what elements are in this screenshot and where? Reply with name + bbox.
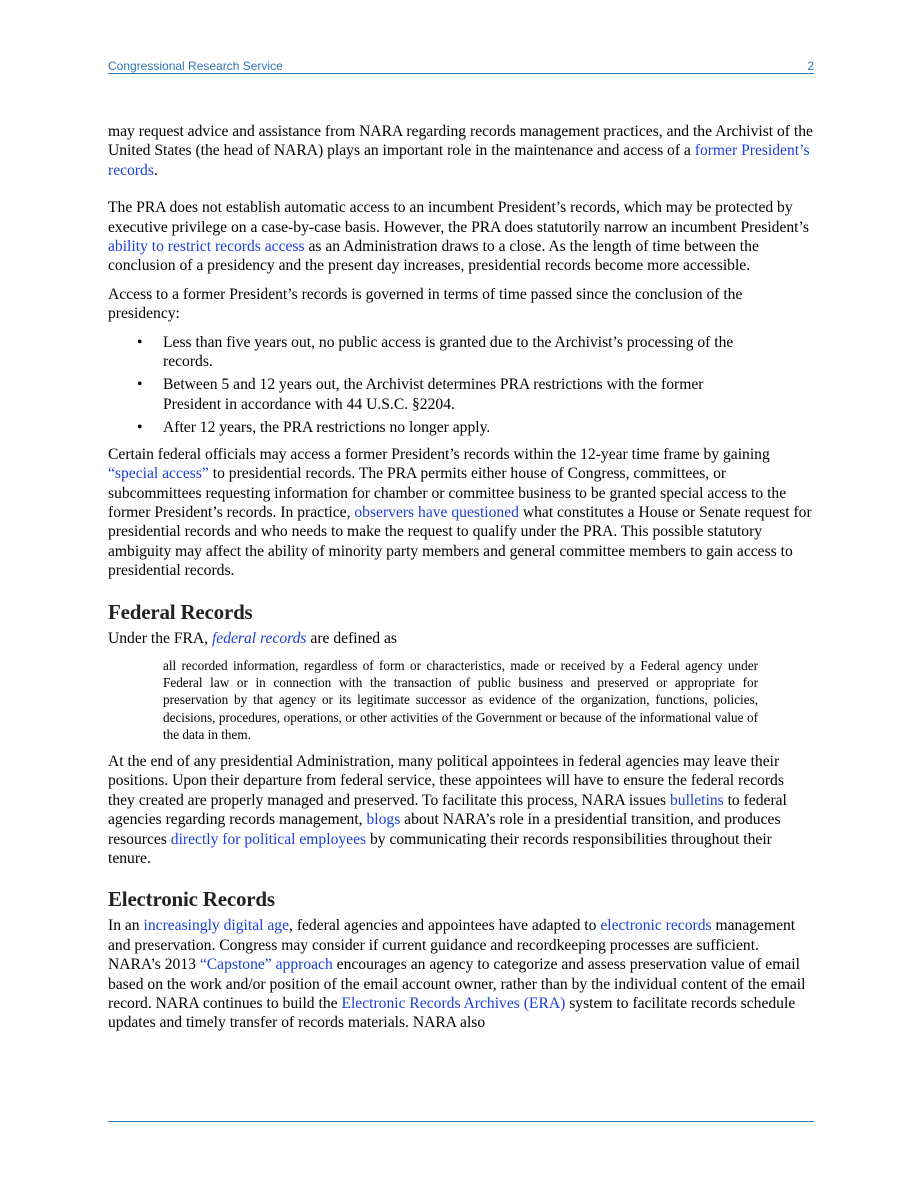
- paragraph: [108, 752, 814, 868]
- page-header: [108, 56, 814, 74]
- list-item-text: After 12 years, the PRA restrictions no longer apply.: [163, 419, 491, 437]
- paragraph-text: In an: [108, 917, 144, 935]
- paragraph: [108, 916, 814, 1032]
- link-federal-records[interactable]: federal records: [211, 629, 307, 647]
- list-item: [108, 418, 763, 437]
- list-item-text: Less than five years out, no public access is granted due to the Archivist’s processing of the records.: [163, 333, 734, 371]
- paragraph: [108, 198, 814, 276]
- bullet-icon: •: [137, 376, 143, 394]
- paragraph-text: are defined as: [306, 629, 397, 647]
- paragraph-text: to presidential records. The PRA permits either house of Congress, committees, or subcommittees requesting information for chamber or committee business to be granted special access to the former President’s records. In practice,: [108, 465, 787, 521]
- link-capstone-approach[interactable]: “Capstone” approach: [199, 956, 333, 974]
- list-item: [108, 333, 763, 372]
- paragraph: [108, 629, 814, 648]
- paragraph-text: as an Administration draws to a close. As the length of time between the conclusion of a presidency and the present day increases, presidential records become more accessible.: [108, 238, 759, 275]
- list-item: [108, 375, 763, 414]
- paragraph: [108, 445, 814, 581]
- block-quote: all recorded information, regardless of form or characteristics, made or received by a Federal agency under Federal law or in connection with the transaction of public business and preserved or appropriate for preservation by that agency or its legitimate successor as evidence of the organization, functions, policies, decisions, procedures, operations, or other activities of the Government or because of the informational value of the data in them.: [163, 657, 758, 742]
- link-special-access[interactable]: “special access”: [108, 465, 209, 483]
- bullet-icon: •: [137, 419, 143, 437]
- paragraph-text: by communicating their records responsibilities throughout their tenure.: [108, 830, 772, 867]
- paragraph-text: Under the FRA,: [108, 629, 212, 647]
- link-observers-have-questioned[interactable]: observers have questioned: [354, 503, 519, 521]
- paragraph-text: encourages an agency to categorize and assess preservation value of email based on the work and/or position of the email account owner, rather than by the individual content of the email record. NARA continues to build the: [108, 956, 806, 1013]
- footer-rule: [108, 1121, 814, 1122]
- paragraph-text: to federal agencies regarding records management,: [108, 791, 787, 829]
- link-blogs[interactable]: blogs: [366, 811, 401, 829]
- bullet-icon: •: [137, 333, 143, 351]
- paragraph-text: At the end of any presidential Administration, many political appointees in federal agencies may leave their positions. Upon their departure from federal service, these appointees will have to ensure the federal records they created are properly managed and preserved. To facilitate this process, NARA issues: [108, 752, 784, 809]
- paragraph-text: Certain federal officials may access a former President’s records within the 12-year time frame by gaining: [108, 445, 770, 463]
- section-heading-electronic-records: Electronic Records: [108, 887, 275, 912]
- paragraph-text: .: [153, 161, 158, 179]
- link-electronic-records[interactable]: electronic records: [600, 917, 712, 935]
- paragraph: Access to a former President’s records is governed in terms of time passed since the conclusion of the presidency:: [108, 285, 743, 323]
- page-body: [108, 122, 814, 1033]
- paragraph-text: about NARA’s role in a presidential transition, and produces resources: [108, 811, 781, 848]
- paragraph-text: system to facilitate records schedule updates and timely transfer of records materials. NARA also: [108, 995, 796, 1032]
- link-increasingly-digital-age[interactable]: increasingly digital age: [143, 917, 290, 935]
- link-electronic-records-archives[interactable]: Electronic Records Archives (ERA): [341, 995, 566, 1013]
- paragraph-text: may request advice and assistance from NARA regarding records management practices, and the Archivist of the United States (the head of NARA) plays an important role in the maintenance and access of a: [108, 123, 813, 160]
- paragraph-text: management and preservation. Congress may consider if current guidance and recordkeeping processes are sufficient. NARA’s 2013: [108, 917, 796, 974]
- link-bulletins[interactable]: bulletins: [669, 791, 724, 809]
- paragraph-text: , federal agencies and appointees have adapted to: [289, 917, 601, 935]
- header-source: Congressional Research Service: [108, 59, 283, 73]
- page-number: 2: [807, 59, 814, 73]
- access-timeline-list: [108, 333, 814, 438]
- paragraph-text: The PRA does not establish automatic access to an incumbent President’s records, which may be protected by executive privilege on a case-by-case basis. However, the PRA does statutorily narrow an incumbent President’s: [108, 199, 809, 236]
- paragraph: [108, 122, 814, 180]
- link-former-presidents-records[interactable]: former President’s records: [108, 142, 810, 179]
- paragraph-text: what constitutes a House or Senate request for presidential records and who needs to make the request to qualify under the PRA. This possible statutory ambiguity may affect the ability of minority party members and general committee members to gain access to presidential records.: [108, 503, 812, 580]
- link-directly-for-political-employees[interactable]: directly for political employees: [170, 830, 367, 848]
- list-item-text: Between 5 and 12 years out, the Archivist determines PRA restrictions with the former President in accordance with 44 U.S.C. §2204.: [163, 376, 704, 413]
- link-ability-to-restrict-records-access[interactable]: ability to restrict records access: [108, 238, 305, 256]
- section-heading-federal-records: Federal Records: [108, 599, 253, 624]
